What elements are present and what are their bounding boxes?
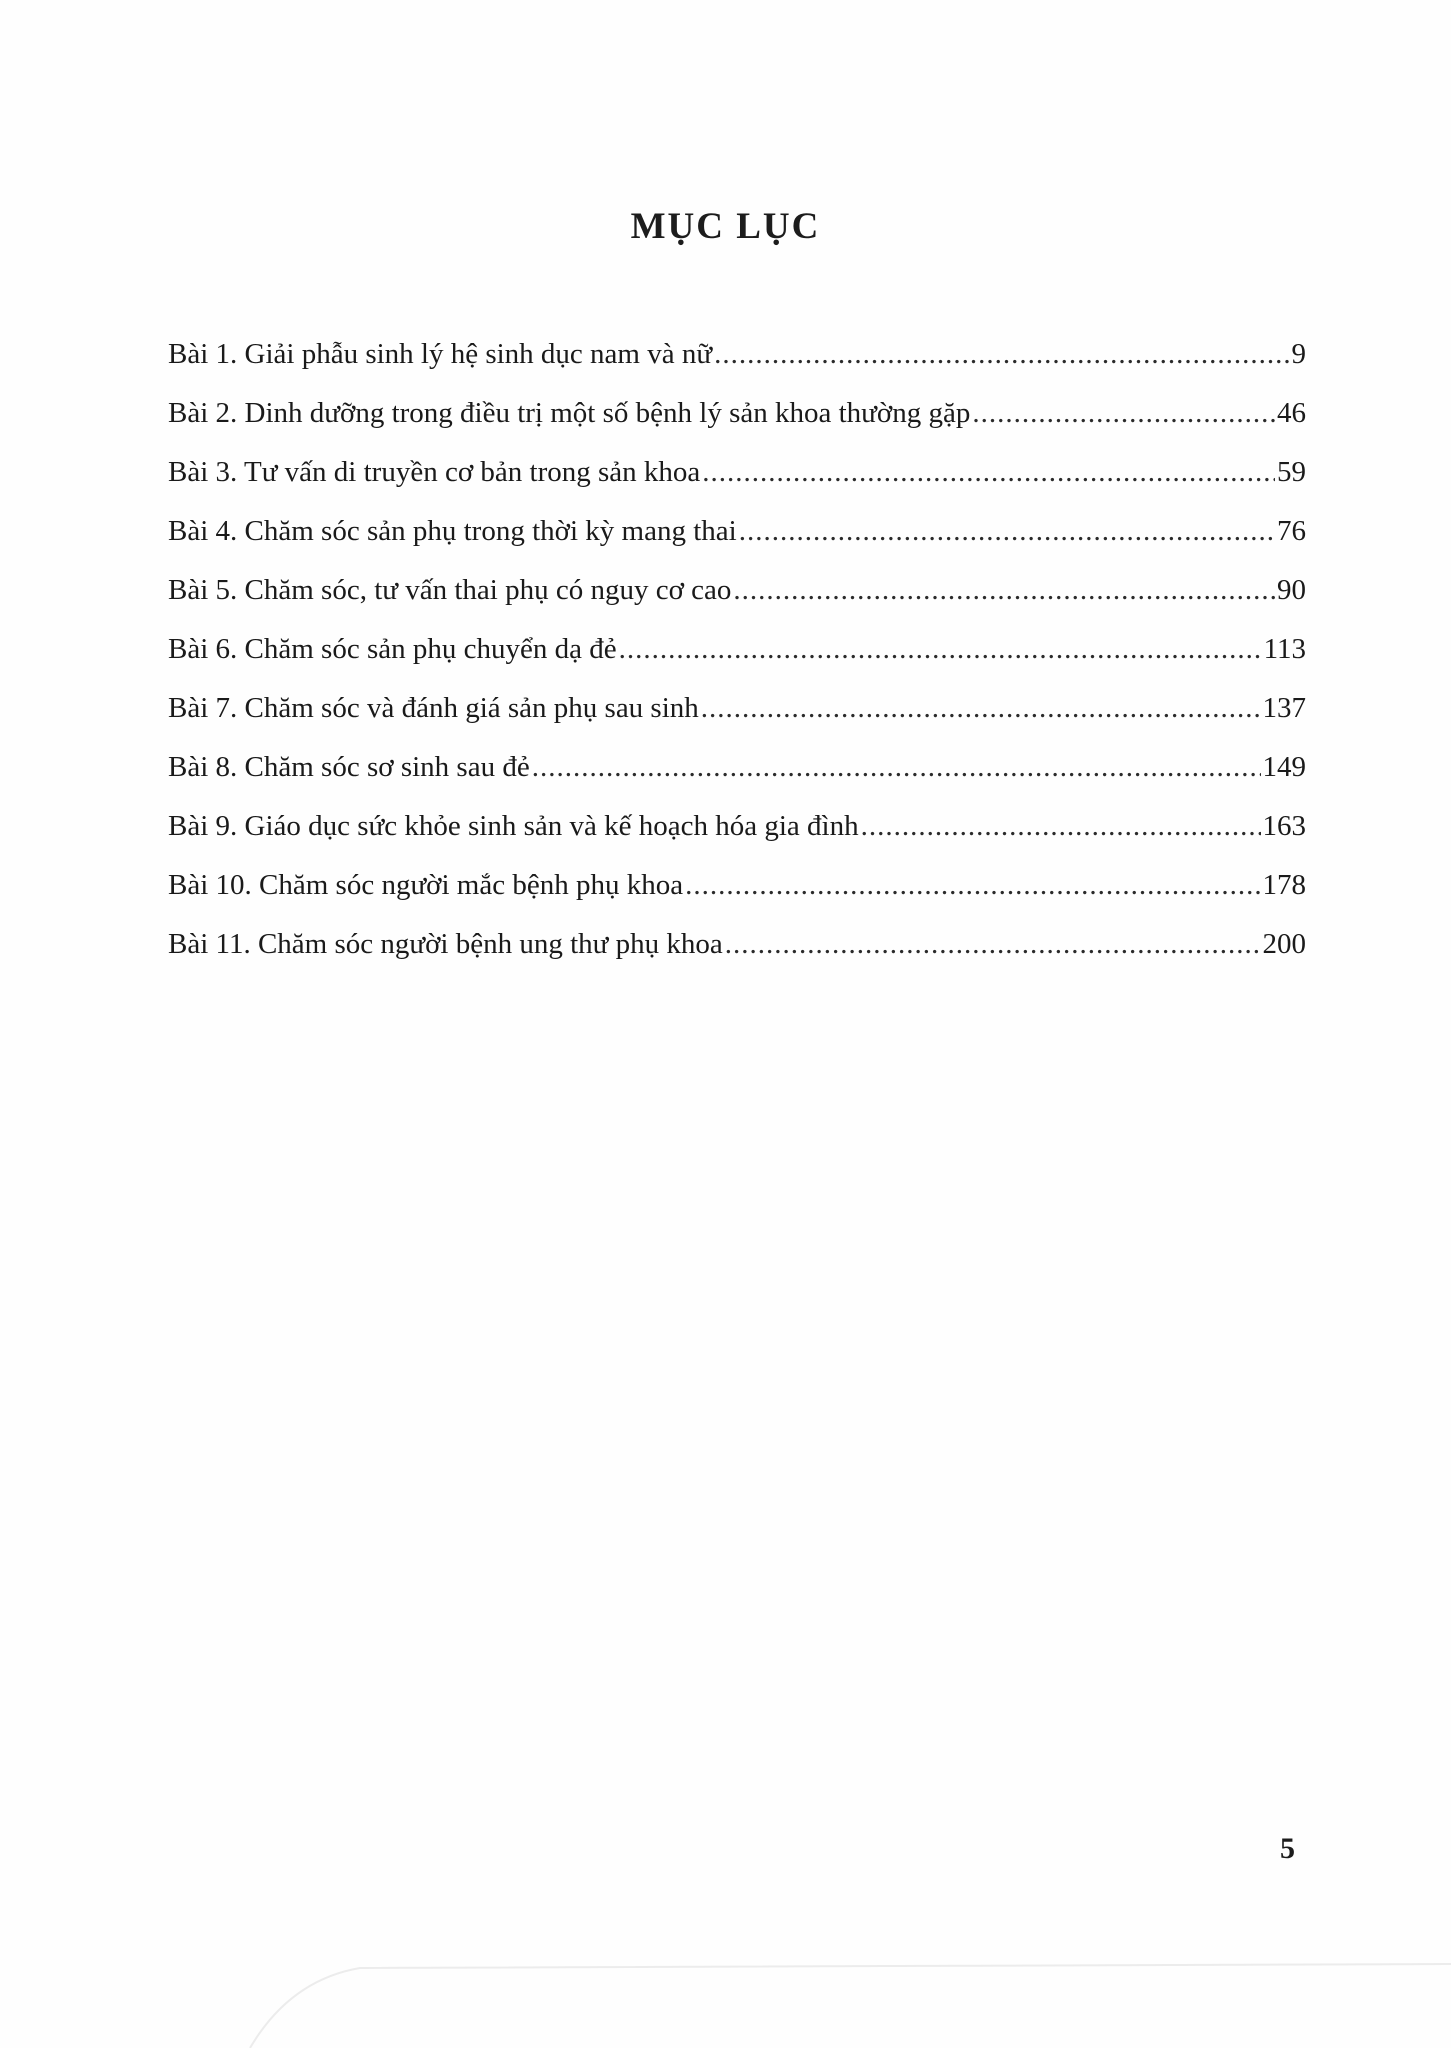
toc-entry-page: 46 [1277,397,1306,429]
toc-entry-page: 76 [1277,515,1306,547]
dot-leader [619,620,1262,679]
toc-entry-label: Bài 8. Chăm sóc sơ sinh sau đẻ [168,751,530,783]
toc-entry-label: Bài 9. Giáo dục sức khỏe sinh sản và kế hoạch hóa gia đình [168,810,859,842]
toc-entry-page: 9 [1291,338,1306,370]
dot-leader [685,856,1260,915]
dot-leader [725,915,1261,974]
toc-entry-page: 59 [1277,456,1306,488]
toc-entry-label: Bài 3. Tư vấn di truyền cơ bản trong sản khoa [168,456,701,488]
dot-leader [972,384,1275,443]
toc-entry-label: Bài 11. Chăm sóc người bệnh ung thư phụ khoa [168,928,723,960]
toc-entry [168,384,1306,443]
toc-entry-page: 200 [1262,928,1306,960]
toc-entry-label: Bài 7. Chăm sóc và đánh giá sản phụ sau sinh [168,692,699,724]
toc-entry-page: 113 [1263,633,1306,665]
dot-leader [861,797,1261,856]
toc-entry-page: 90 [1277,574,1306,606]
dot-leader [739,502,1275,561]
toc-entry-label: Bài 1. Giải phẫu sinh lý hệ sinh dục nam và nữ [168,338,713,370]
dot-leader [532,738,1261,797]
toc-entry-label: Bài 6. Chăm sóc sản phụ chuyển dạ đẻ [168,633,617,665]
toc-entry [168,915,1306,974]
dot-leader [701,679,1261,738]
toc-entry [168,325,1306,384]
page-number: 5 [1280,1832,1295,1865]
toc-entry [168,561,1306,620]
table-of-contents [168,325,1306,974]
toc-entry [168,856,1306,915]
toc-entry-page: 178 [1262,869,1306,901]
toc-entry-label: Bài 4. Chăm sóc sản phụ trong thời kỳ mang thai [168,515,737,547]
page-edge-shadow [0,1940,1451,2048]
toc-entry-page: 149 [1262,751,1306,783]
toc-entry-page: 163 [1262,810,1306,842]
toc-entry [168,502,1306,561]
toc-entry-label: Bài 5. Chăm sóc, tư vấn thai phụ có nguy cơ cao [168,574,732,606]
toc-entry-label: Bài 10. Chăm sóc người mắc bệnh phụ khoa [168,869,684,901]
toc-title: MỤC LỤC [630,206,821,247]
toc-entry-page: 137 [1262,692,1306,724]
toc-entry [168,738,1306,797]
dot-leader [733,561,1275,620]
dot-leader [702,443,1275,502]
toc-entry [168,443,1306,502]
dot-leader [714,325,1289,384]
toc-entry-label: Bài 2. Dinh dưỡng trong điều trị một số bệnh lý sản khoa thường gặp [168,397,971,429]
toc-entry [168,679,1306,738]
toc-entry [168,620,1306,679]
toc-entry [168,797,1306,856]
